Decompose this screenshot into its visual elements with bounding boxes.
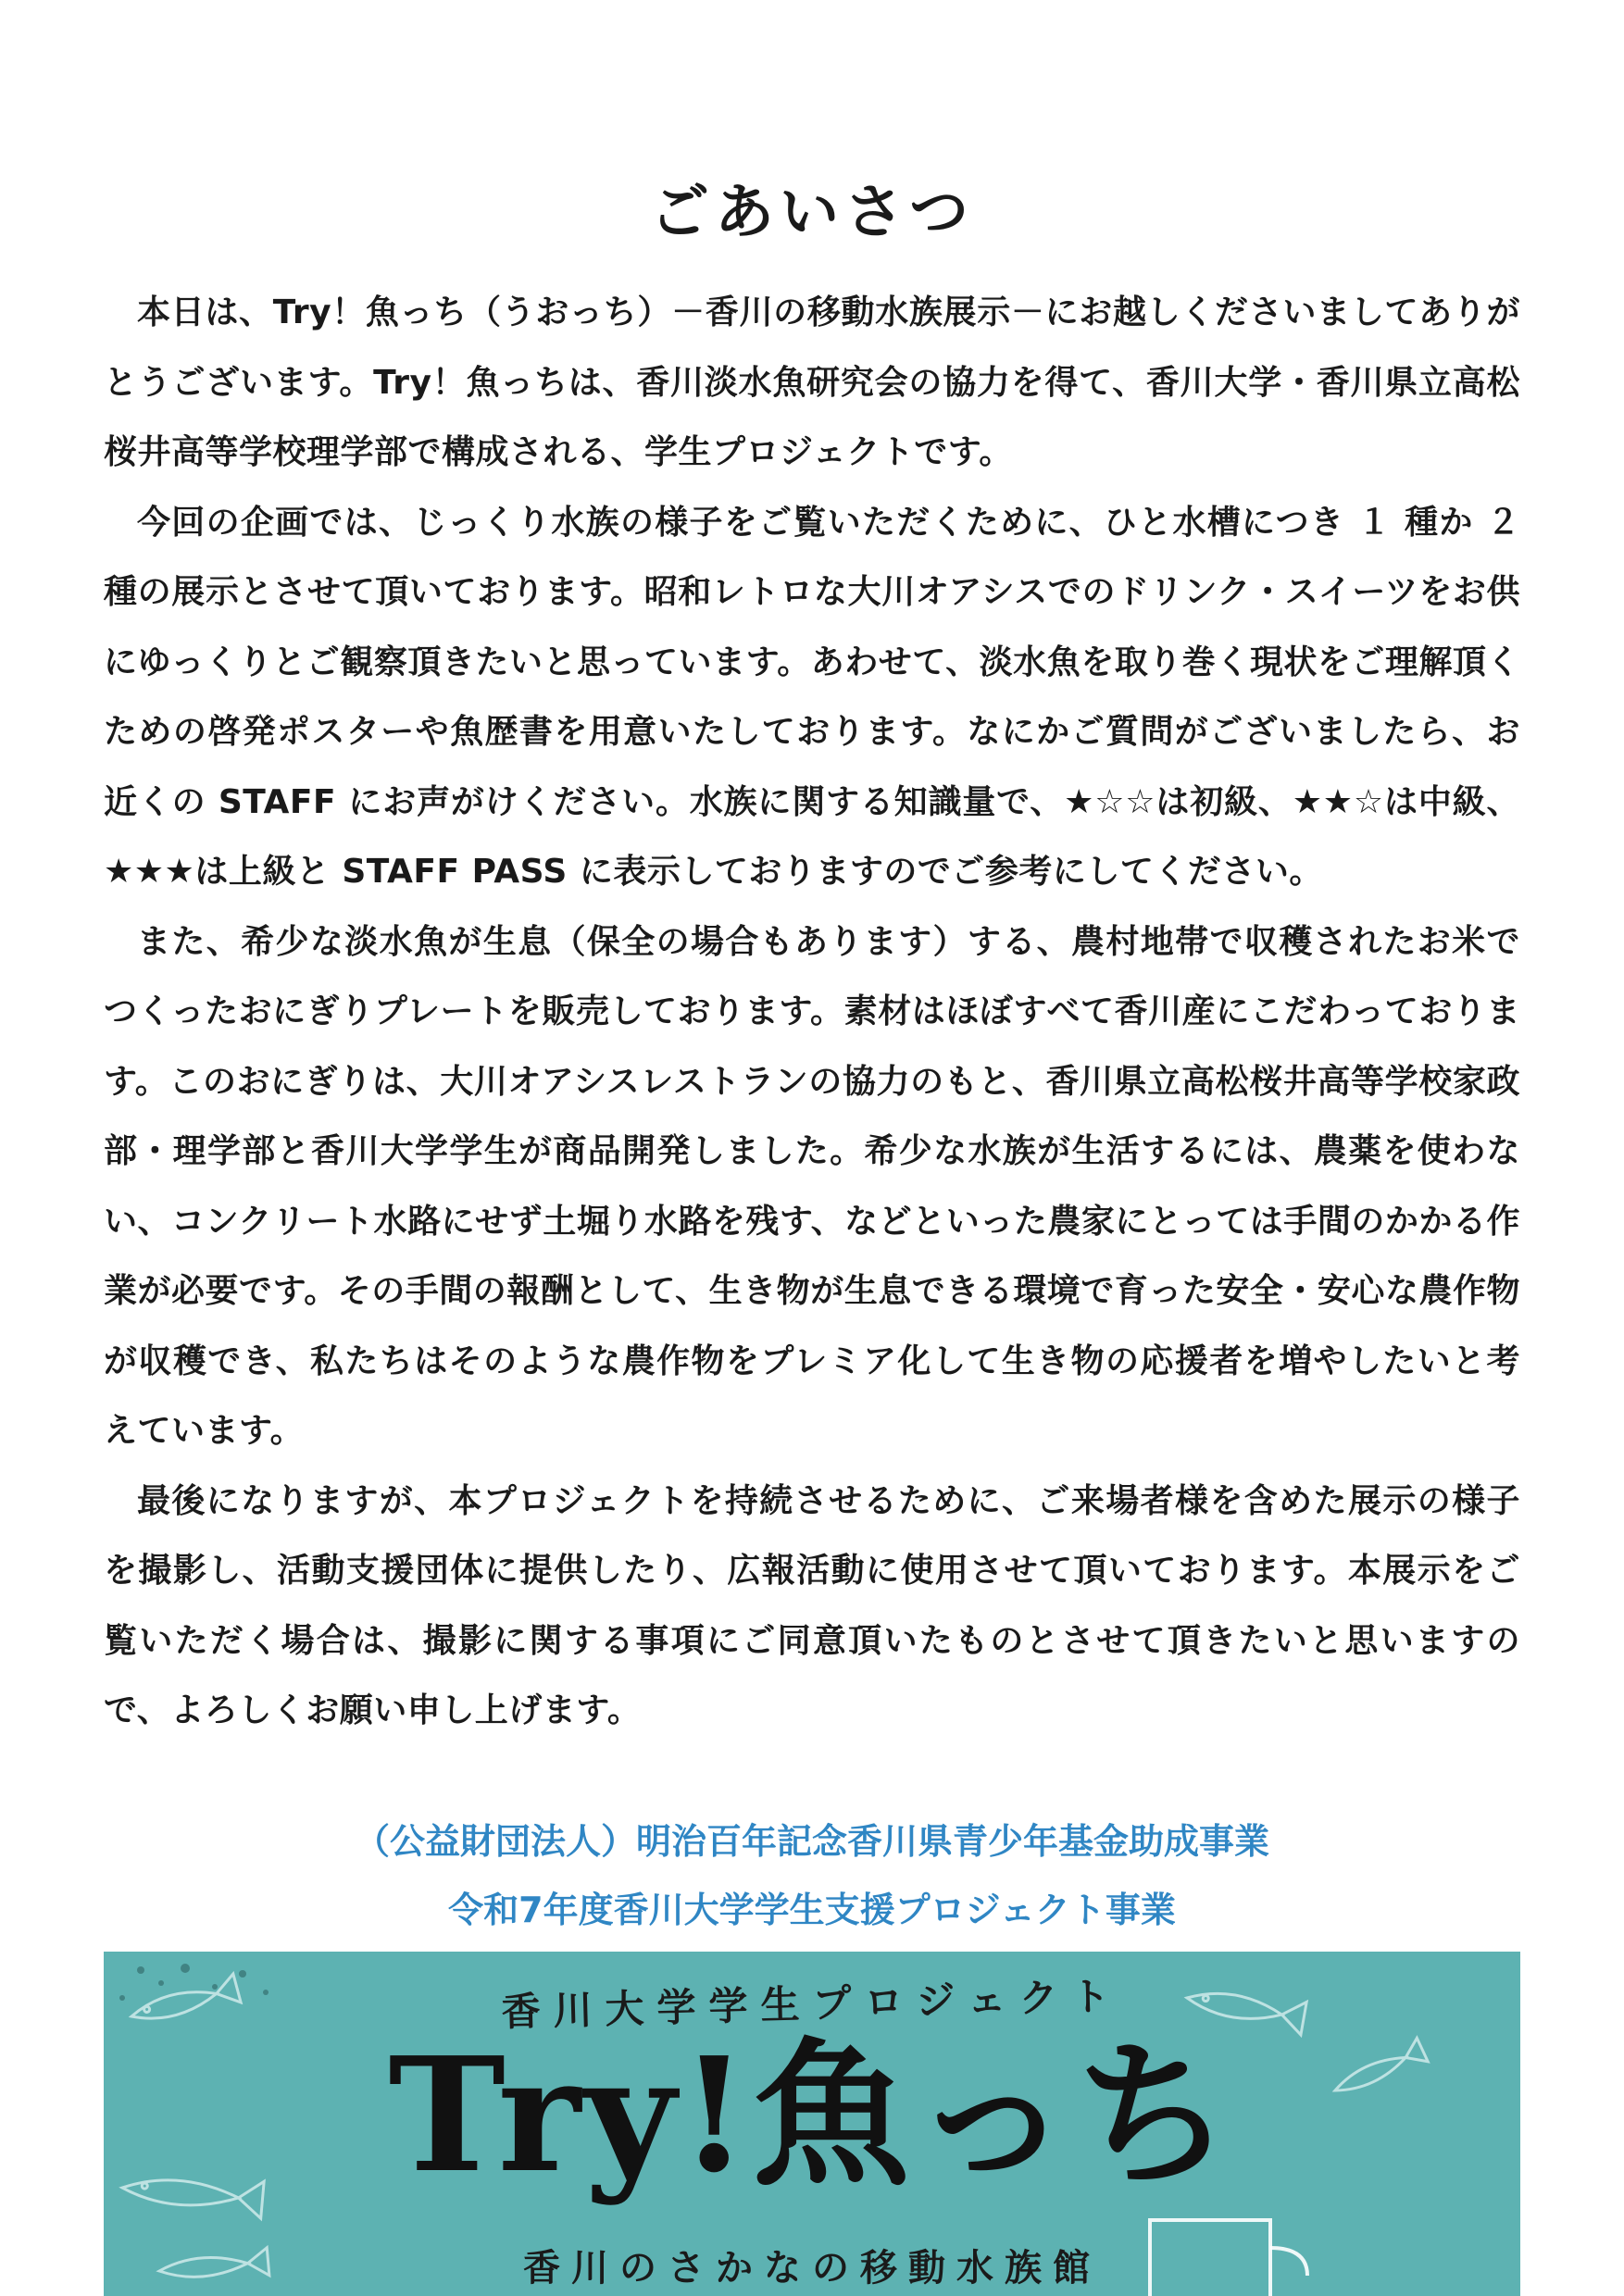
paragraph-intro: 本日は、Try！魚っち（うおっち）－香川の移動水族展示－にお越しくださいましてありがとうございます。Try！魚っちは、香川淡水魚研究会の協力を得て、香川大学・香川県立高松桜井高等学校理学部で構成される、学生プロジェクトです。 [104, 293, 1520, 471]
greeting-body [104, 278, 1520, 1746]
sponsor-line-university: 令和7年度香川大学学生支援プロジェクト事業 [448, 1890, 1176, 1930]
banner-tagline: 香川のさかなの移動水族館 [523, 2247, 1101, 2290]
project-banner [104, 1952, 1520, 2296]
banner-logo-text: Try!魚っち [388, 2023, 1236, 2208]
sponsor-line-foundation: （公益財団法人）明治百年記念香川県青少年基金助成事業 [354, 1821, 1269, 1862]
page-title: ごあいさつ [650, 179, 974, 247]
paragraph-closing: 最後になりますが、本プロジェクトを持続させるために、ご来場者様を含めた展示の様子を撮影し、活動支援団体に提供したり、広報活動に使用させて頂いております。本展示をご覧いただく場合は、撮影に関する事項にご同意頂いたものとさせて頂きたいと思いますので、よろしくお願い申し上げます。 [104, 1481, 1520, 1729]
paragraph-exhibition: 今回の企画では、じっくり水族の様子をご覧いただくために、ひと水槽につき １ 種か ２ 種の展示とさせて頂いております。昭和レトロな大川オアシスでのドリンク・スイーツをお供にゆっくりとご観察頂きたいと思っています。あわせて、淡水魚を取り巻く現状をご理解頂くための啓発ポスターや魚歴書を用意いたしております。なにかご質問がございましたら、お近くの STAFF にお声がけください。水族に関する知識量で、★☆☆は初級、★★☆は中級、★★★は上級と STAFF PASS に表示しておりますのでご参考にしてください。 [104, 503, 1520, 891]
banner-subtitle: 香川大学学生プロジェクト [500, 1973, 1124, 2035]
paragraph-onigiri: また、希少な淡水魚が生息（保全の場合もあります）する、農村地帯で収穫されたお米でつくったおにぎりプレートを販売しております。素材はほぼすべて香川産にこだわっております。このおにぎりは、大川オアシスレストランの協力のもと、香川県立高松桜井高等学校家政部・理学部と香川大学学生が商品開発しました。希少な水族が生活するには、農薬を使わない、コンクリート水路にせず土堀り水路を残す、などといった農家にとっては手間のかかる作業が必要です。その手間の報酬として、生き物が生息できる環境で育った安全・安心な農作物が収穫でき、私たちはそのような農作物をプレミア化して生き物の応援者を増やしたいと考えています。 [104, 922, 1520, 1450]
